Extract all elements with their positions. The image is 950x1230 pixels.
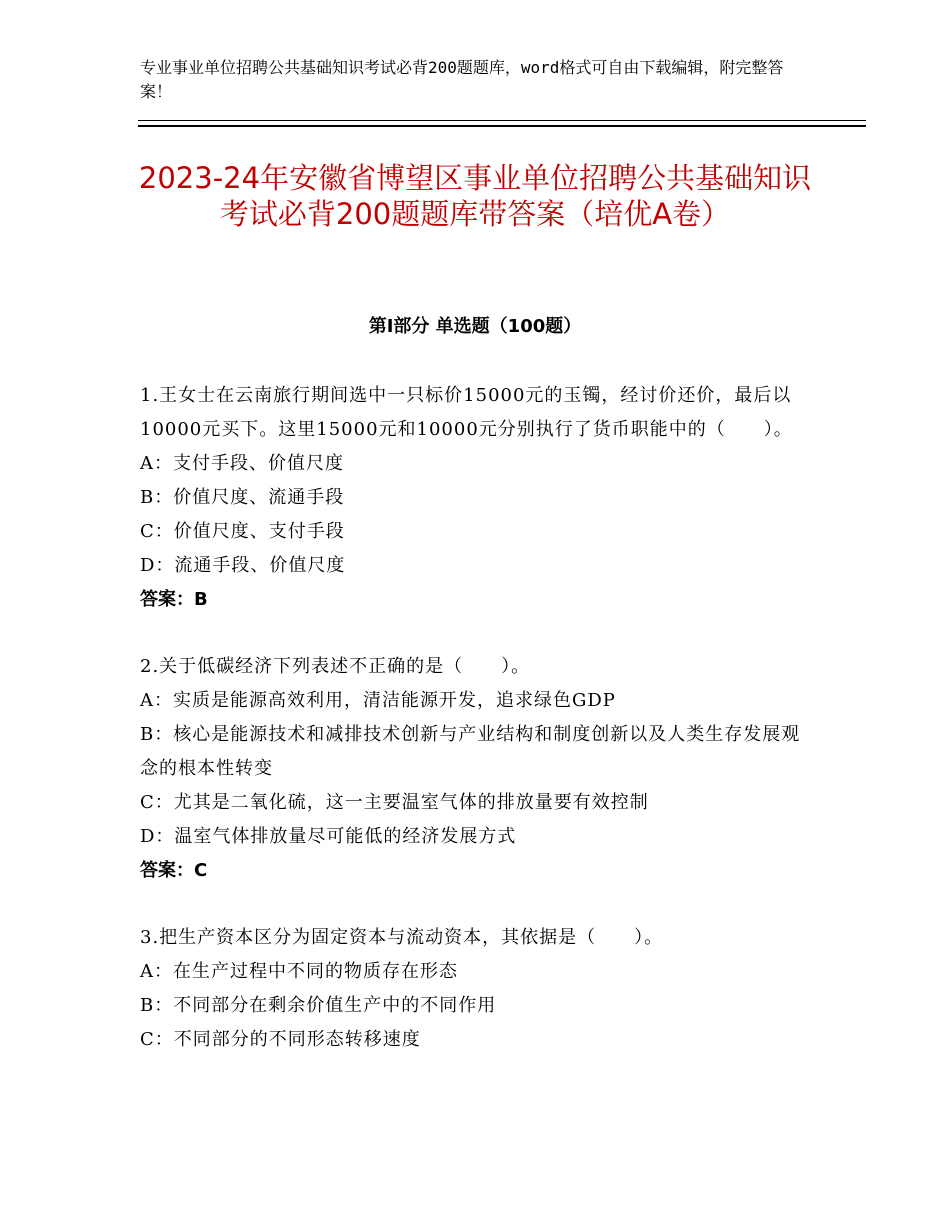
question-stem: 2.关于低碳经济下列表述不正确的是（ ）。 [140,656,531,677]
option-b: B：不同部分在剩余价值生产中的不同作用 [140,995,497,1016]
question-stem: 1.王女士在云南旅行期间选中一只标价15000元的玉镯，经讨价还价，最后以10000元买下。这里15000元和10000元分别执行了货币职能中的（ ）。 [140,385,793,440]
section-title: 第Ⅰ部分 单选题（100题） [368,316,582,337]
question-stem: 3.把生产资本区分为固定资本与流动资本，其依据是（ ）。 [140,927,664,948]
option-c: C：不同部分的不同形态转移速度 [140,1029,421,1050]
option-c: C：尤其是二氧化硫，这一主要温室气体的排放量要有效控制 [140,792,649,813]
option-a: A：支付手段、价值尺度 [140,453,344,474]
header-divider-thin [138,120,866,121]
option-b: B：核心是能源技术和减排技术创新与产业结构和制度创新以及人类生存发展观念的根本性转变 [140,724,801,779]
question-list [140,379,812,1090]
question-2 [140,650,812,888]
header-divider-thick [138,125,866,127]
answer: 答案：C [140,860,208,881]
option-d: D：流通手段、价值尺度 [140,555,346,576]
option-b: B：价值尺度、流通手段 [140,487,345,508]
answer: 答案：B [140,589,208,610]
question-3 [140,921,812,1057]
option-a: A：在生产过程中不同的物质存在形态 [140,961,458,982]
option-a: A：实质是能源高效利用，清洁能源开发，追求绿色GDP [140,690,616,711]
option-c: C：价值尺度、支付手段 [140,521,345,542]
header-note: 专业事业单位招聘公共基础知识考试必背200题题库，word格式可自由下载编辑，附完整答案！ [140,58,784,101]
option-d: D：温室气体排放量尽可能低的经济发展方式 [140,826,517,847]
question-1 [140,379,812,617]
document-title: 2023-24年安徽省博望区事业单位招聘公共基础知识考试必背200题题库带答案（培优A卷） [138,161,812,231]
